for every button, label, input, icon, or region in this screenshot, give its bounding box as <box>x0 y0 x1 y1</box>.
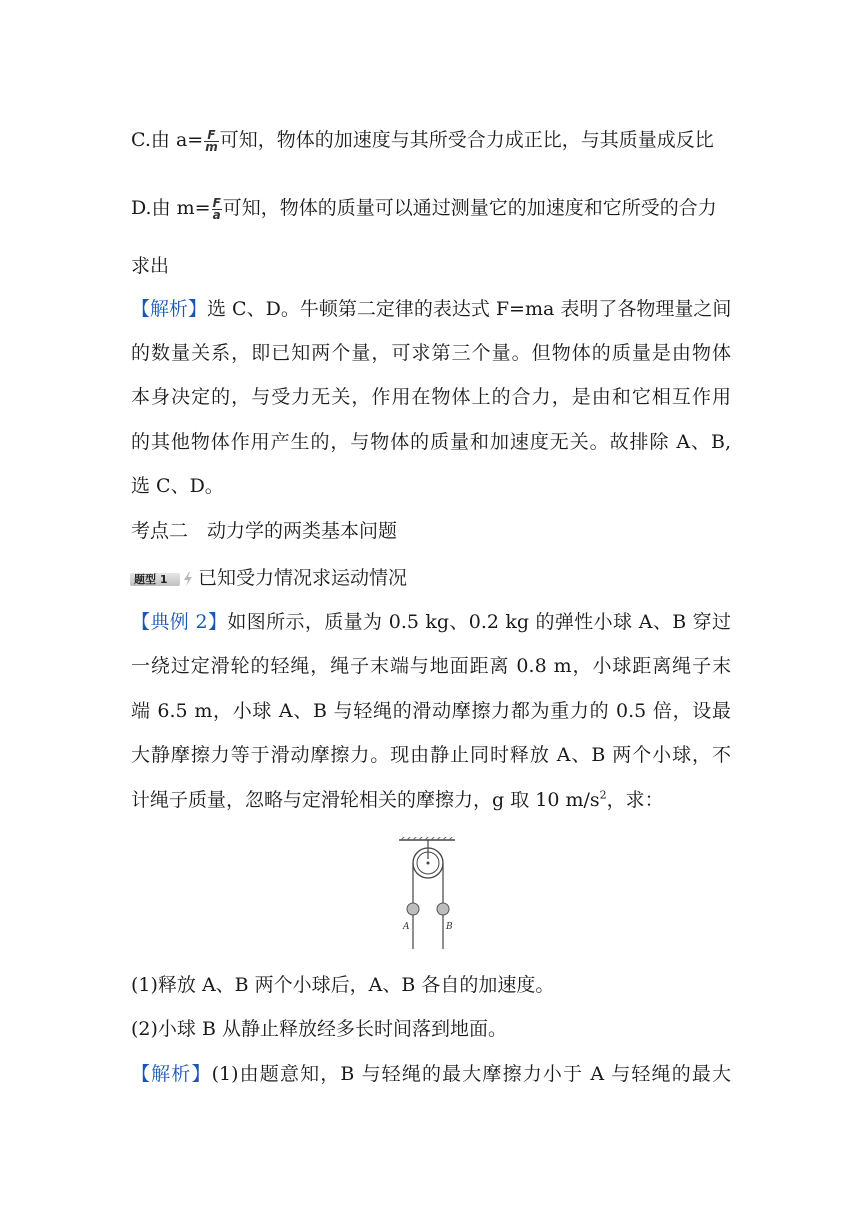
label-b: B <box>446 922 453 932</box>
question-2: (2)小球 B 从静止释放经多长时间落到地面。 <box>131 1018 507 1040</box>
example-line-5: 计绳子质量，忽略与定滑轮相关的摩擦力，g 取 10 $m/s^2$，求： <box>131 788 664 811</box>
question-1: (1)释放 A、B 两个小球后，A、B 各自的加速度。 <box>131 974 555 996</box>
ball-a <box>407 903 419 915</box>
type-heading-text: 已知受力情况求运动情况 <box>198 567 408 589</box>
analysis-2-line-1: 【解析】(1)由题意知，B 与轻绳的最大摩擦力小于 A 与轻绳的最大 <box>131 1063 731 1085</box>
analysis-1-line-5: 选 C、D。 <box>131 475 224 497</box>
example-line-2: 一绕过定滑轮的轻绳，绳子末端与地面距离 0.8 m，小球距离绳子末 <box>131 655 731 677</box>
superscript-2: 2 <box>599 788 607 802</box>
example-tag: 【典例 2】 <box>131 611 228 633</box>
type-badge: 题型 1 <box>130 571 196 587</box>
analysis-tag: 【解析】 <box>131 298 208 320</box>
analysis-2-tag: 【解析】 <box>131 1063 212 1085</box>
fraction-f-over-a: $\frac{F}{a}$ <box>212 195 221 222</box>
pulley-diagram <box>393 837 465 949</box>
example-line-4: 大静摩擦力等于滑动摩擦力。现由静止同时释放 A、B 两个小球，不 <box>131 744 731 766</box>
analysis-1-line-3: 本身决定的，与受力无关，作用在物体上的合力，是由和它相互作用 <box>131 386 731 408</box>
analysis-1-line-1: 【解析】选 C、D。牛顿第二定律的表达式 F=ma 表明了各物理量之间 <box>131 298 732 320</box>
option-c-text: 可知，物体的加速度与其所受合力成正比，与其质量成反比 <box>219 129 714 151</box>
option-d <box>131 196 731 221</box>
option-d-prefix: D.由 m= <box>131 197 211 219</box>
analysis-1-line-2: 的数量关系，即已知两个量，可求第三个量。但物体的质量是由物体 <box>131 342 731 364</box>
analysis-1-line-4: 的其他物体作用产生的，与物体的质量和加速度无关。故排除 A、B, <box>131 431 731 453</box>
option-d-line2: 求出 <box>131 255 170 277</box>
lightning-icon <box>180 571 196 587</box>
example-line-3: 端 6.5 m，小球 A、B 与轻绳的滑动摩擦力都为重力的 0.5 倍，设最 <box>131 700 731 722</box>
option-d-text: 可知，物体的质量可以通过测量它的加速度和它所受的合力 <box>222 197 717 219</box>
option-c <box>131 128 731 153</box>
label-a: A <box>403 922 410 932</box>
type-heading <box>130 566 730 590</box>
example-line-1: 【典例 2】如图所示，质量为 0.5 kg、0.2 kg 的弹性小球 A、B 穿过 <box>131 611 731 633</box>
ball-b <box>437 903 449 915</box>
fraction-f-over-m: $\frac{F}{m}$ <box>205 127 218 154</box>
section-heading: 考点二 动力学的两类基本问题 <box>131 520 398 542</box>
option-c-prefix: C.由 a= <box>131 129 204 151</box>
